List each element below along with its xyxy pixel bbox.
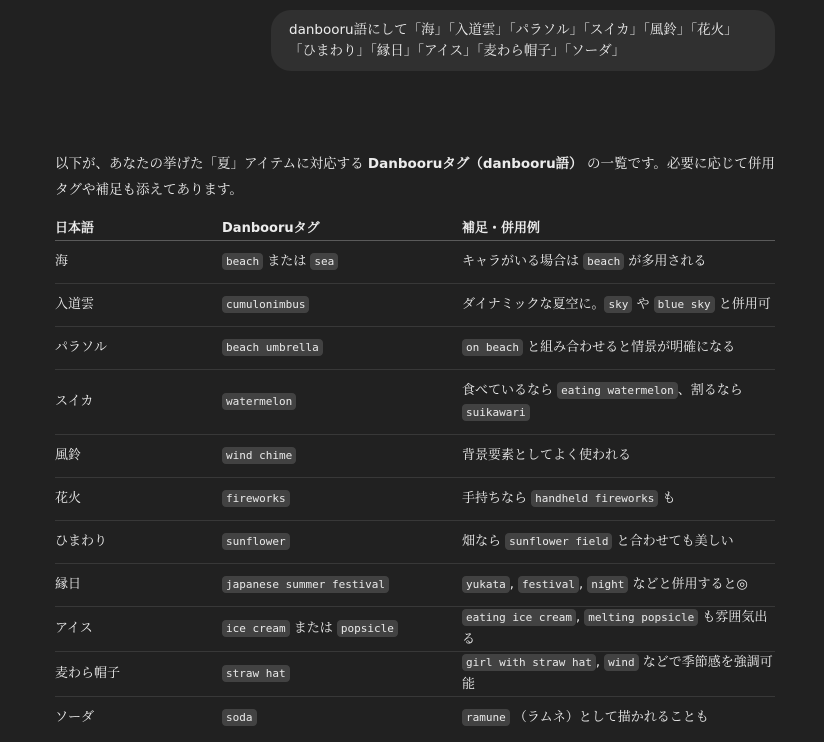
cell-text: （ラムネ）として描かれることも	[509, 710, 709, 725]
cell-text: が多用される	[624, 254, 707, 269]
table-row	[55, 697, 775, 740]
tag-code: girl with straw hat	[462, 654, 596, 671]
tag-code: fireworks	[222, 490, 290, 507]
cell-note	[462, 564, 775, 607]
cell-text: ,	[509, 577, 519, 592]
cell-text: や	[632, 297, 654, 312]
table-body	[55, 241, 775, 740]
cell-text: 背景要素としてよく使われる	[462, 448, 632, 463]
cell-tag	[222, 370, 462, 435]
tag-code: cumulonimbus	[222, 296, 309, 313]
cell-tag	[222, 435, 462, 478]
intro-text-2: の一覧です。必要に応じて併用タグや補足も添えてあります。	[55, 156, 775, 198]
tag-code: watermelon	[222, 393, 296, 410]
tag-code: festival	[518, 576, 579, 593]
tag-code: eating watermelon	[557, 382, 678, 399]
tag-code: straw hat	[222, 665, 290, 682]
tag-code: soda	[222, 709, 257, 726]
cell-tag	[222, 564, 462, 607]
cell-text: ,	[575, 610, 585, 625]
tag-code: japanese summer festival	[222, 576, 389, 593]
header-tag: Danbooruタグ	[222, 212, 462, 241]
cell-tag	[222, 521, 462, 564]
cell-text: ,	[579, 577, 588, 592]
tag-code: sunflower	[222, 533, 290, 550]
cell-tag	[222, 478, 462, 521]
tag-code: suikawari	[462, 404, 530, 421]
tag-code: wind	[604, 654, 639, 671]
tag-code: wind chime	[222, 447, 296, 464]
table-row	[55, 284, 775, 327]
tag-code: melting popsicle	[584, 609, 698, 626]
cell-note	[462, 521, 775, 564]
cell-japanese: 花火	[55, 478, 222, 521]
cell-text: または	[289, 621, 337, 636]
tag-code: ice cream	[222, 620, 290, 637]
cell-text: も	[658, 491, 676, 506]
table-row	[55, 564, 775, 607]
cell-japanese: ひまわり	[55, 521, 222, 564]
cell-tag	[222, 327, 462, 370]
intro-bold: Danbooruタグ（danbooru語）	[367, 156, 583, 172]
cell-text: 食べているなら	[462, 383, 558, 398]
cell-tag	[222, 241, 462, 284]
table-row	[55, 652, 775, 697]
intro-text-1: 以下が、あなたの挙げた「夏」アイテムに対応する	[55, 156, 368, 172]
user-message-bubble	[271, 10, 775, 71]
tag-code: handheld fireworks	[531, 490, 658, 507]
cell-tag	[222, 607, 462, 652]
cell-text: ,	[595, 655, 605, 670]
tag-code: blue sky	[654, 296, 715, 313]
cell-japanese: 麦わら帽子	[55, 652, 222, 697]
cell-text: 手持ちなら	[462, 491, 532, 506]
table-row	[55, 521, 775, 564]
cell-japanese: 海	[55, 241, 222, 284]
tag-code: on beach	[462, 339, 523, 356]
cell-note	[462, 607, 775, 652]
cell-text: 畑なら	[462, 534, 506, 549]
cell-japanese: アイス	[55, 607, 222, 652]
user-message-text: danbooru語にして「海」「入道雲」「パラソル」「スイカ」「風鈴」「花火」「ひまわり」「縁日」「アイス」「麦わら帽子」「ソーダ」	[289, 22, 738, 59]
cell-text: または	[263, 254, 311, 269]
tag-code: beach	[222, 253, 263, 270]
cell-note	[462, 478, 775, 521]
tag-code: yukata	[462, 576, 510, 593]
cell-text: も雰囲気出る	[462, 610, 768, 647]
header-japanese: 日本語	[55, 212, 222, 241]
table-row	[55, 370, 775, 435]
cell-tag	[222, 697, 462, 740]
cell-text: と併用可	[714, 297, 771, 312]
cell-note	[462, 652, 775, 697]
tag-code: sunflower field	[505, 533, 612, 550]
cell-text: などと併用すると◎	[628, 577, 748, 592]
table-row	[55, 241, 775, 284]
cell-tag	[222, 652, 462, 697]
cell-text: ダイナミックな夏空に。	[462, 297, 605, 312]
table-row	[55, 607, 775, 652]
tag-code: beach	[583, 253, 624, 270]
header-note: 補足・併用例	[462, 212, 775, 241]
table-row	[55, 435, 775, 478]
table-header-row	[55, 212, 775, 241]
tag-code: sky	[604, 296, 632, 313]
cell-japanese: 縁日	[55, 564, 222, 607]
cell-text: と組み合わせると情景が明確になる	[522, 340, 736, 355]
table-row	[55, 478, 775, 521]
cell-japanese: パラソル	[55, 327, 222, 370]
cell-note	[462, 241, 775, 284]
tag-table	[55, 212, 775, 739]
cell-text: キャラがいる場合は	[462, 254, 584, 269]
cell-text: などで季節感を強調可能	[462, 655, 773, 692]
tag-code: popsicle	[337, 620, 398, 637]
tag-code: beach umbrella	[222, 339, 323, 356]
cell-text: 、割るなら	[677, 383, 743, 398]
cell-note	[462, 370, 775, 435]
cell-japanese: スイカ	[55, 370, 222, 435]
tag-code: sea	[310, 253, 338, 270]
assistant-intro	[55, 151, 785, 203]
cell-note	[462, 435, 775, 478]
cell-japanese: ソーダ	[55, 710, 95, 725]
table-row	[55, 327, 775, 370]
cell-japanese: 風鈴	[55, 435, 222, 478]
cell-japanese: 入道雲	[55, 284, 222, 327]
cell-note	[462, 697, 775, 740]
cell-note	[462, 327, 775, 370]
tag-code: night	[587, 576, 628, 593]
cell-tag	[222, 284, 462, 327]
cell-text: と合わせても美しい	[612, 534, 734, 549]
tag-code: eating ice cream	[462, 609, 576, 626]
cell-note	[462, 284, 775, 327]
tag-code: ramune	[462, 709, 510, 726]
